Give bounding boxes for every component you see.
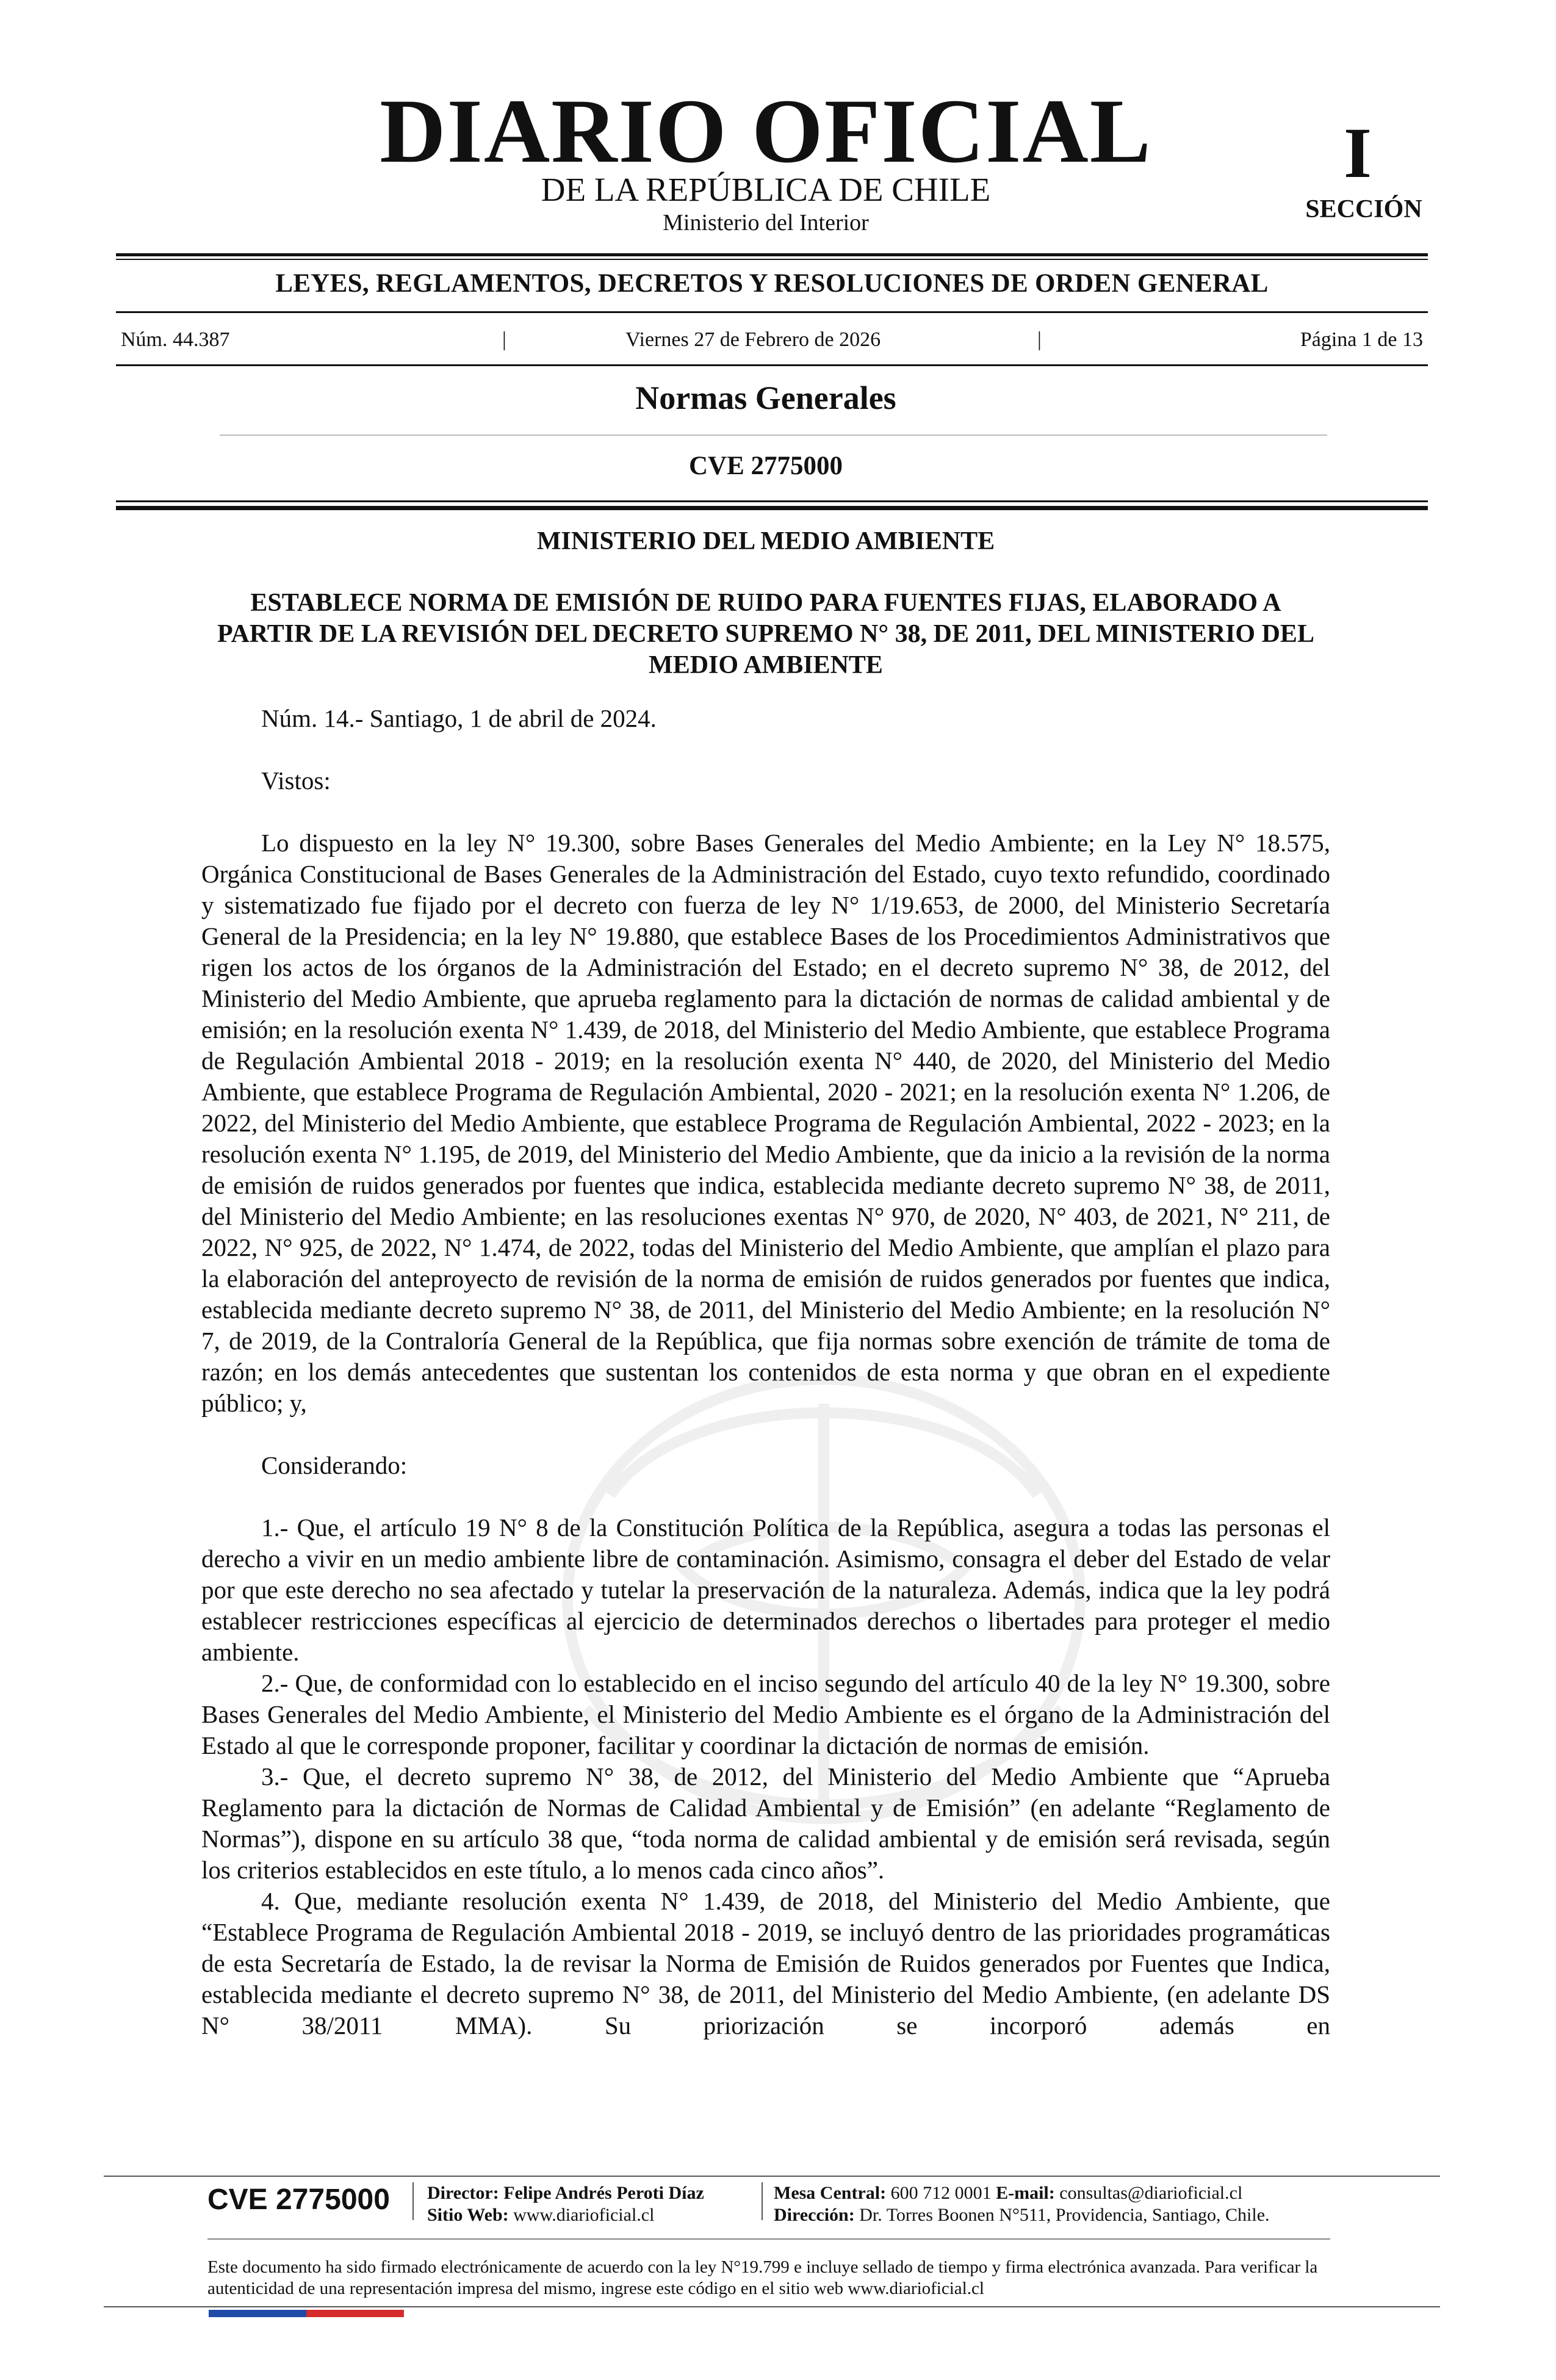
section-divider (220, 435, 1327, 436)
info-separator: | (502, 328, 506, 351)
footer-divider (412, 2182, 414, 2220)
footer-rule-bottom (104, 2306, 1440, 2307)
masthead-ministry: Ministerio del Interior (663, 210, 869, 236)
considerando-item: 4. Que, mediante resolución exenta N° 1.439, de 2018, del Ministerio del Medio Ambiente, que “Establece Programa de Regulación Ambiental 2018 - 2019, se incluyó dentro de las prioridades programáticas de esta Secretaría de Estado, la de revisar la Norma de Emisión de Ruidos generados por Fuentes que Indica, establecida mediante el decreto supremo N° 38, de 2011, del Ministerio del Medio Ambiente, (en adelante DS N° 38/2011 MMA). Su priorización se incorporó además en (201, 1887, 1330, 2039)
address-value: Dr. Torres Boonen N°511, Providencia, Santiago, Chile. (859, 2205, 1270, 2225)
decree-number-date: Núm. 14.- Santiago, 1 de abril de 2024. (261, 704, 657, 732)
phone-value: 600 712 0001 (890, 2183, 992, 2203)
web-link[interactable]: www.diarioficial.cl (513, 2205, 655, 2225)
address-label: Dirección: (774, 2205, 855, 2225)
footer-director-block (427, 2182, 769, 2226)
masthead-title: DIARIO OFICIAL (380, 81, 1152, 182)
masthead-rule-thick (116, 253, 1428, 256)
page-number: Página 1 de 13 (1300, 328, 1423, 351)
web-label: Sitio Web: (427, 2205, 509, 2225)
ministry-heading: MINISTERIO DEL MEDIO AMBIENTE (536, 527, 995, 555)
category-heading: LEYES, REGLAMENTOS, DECRETOS Y RESOLUCIONES DE ORDEN GENERAL (275, 269, 1269, 298)
issue-number: Núm. 44.387 (121, 328, 230, 351)
considerando-item: 3.- Que, el decreto supremo N° 38, de 2012, del Ministerio del Medio Ambiente que “Aprueba Reglamento para la dictación de Normas de Calidad Ambiental y de Emisión” (en adelante “Reglamento de Normas”), dispone en su artículo 38 que, “toda norma de calidad ambiental y de emisión será revisada, según los criterios establecidos en este título, a lo menos cada cinco años”. (201, 1762, 1330, 1884)
section-label: SECCIÓN (1305, 195, 1422, 223)
category-rule (116, 311, 1428, 313)
considerando-item: 2.- Que, de conformidad con lo establecido en el inciso segundo del artículo 40 de la ley N° 19.300, sobre Bases Generales del Medio Ambiente, el Ministerio del Medio Ambiente es el órgano de la Administración del Estado al que le corresponde proponer, facilitar y coordinar la dictación de normas de emisión. (201, 1669, 1330, 1759)
footer-contact-block (774, 2182, 1360, 2226)
masthead-rule-thin (116, 259, 1428, 260)
footer-divider (762, 2182, 763, 2220)
info-bar-rule (116, 364, 1428, 366)
cve-rule-thick (116, 506, 1428, 510)
flag-stripe-blue (209, 2310, 306, 2317)
section-number: I (1344, 113, 1372, 193)
director-label: Director: (427, 2183, 499, 2203)
issue-date: Viernes 27 de Febrero de 2026 (625, 328, 881, 351)
email-label: E-mail: (996, 2183, 1055, 2203)
footer-rule-top (104, 2176, 1440, 2177)
footer-cve: CVE 2775000 (207, 2183, 390, 2216)
cve-heading: CVE 2775000 (688, 452, 843, 480)
flag-stripe-red (306, 2310, 404, 2317)
vistos-text: Lo dispuesto en la ley N° 19.300, sobre Bases Generales del Medio Ambiente; en la Ley N° 18.575, Orgánica Constitucional de Bases Generales de la Administración del Estado, cuyo texto refundido, coordinado y sistematizado fue fijado por el decreto con fuerza de ley N° 1/19.653, de 2000, del Ministerio Secretaría General de la Presidencia; en la ley N° 19.880, que establece Bases de los Procedimientos Administrativos que rigen los actos de los órganos de la Administración del Estado; en el decreto supremo N° 38, de 2012, del Ministerio del Medio Ambiente, que aprueba reglamento para la dictación de normas de calidad ambiental y de emisión; en la resolución exenta N° 1.439, de 2018, del Ministerio del Medio Ambiente, que establece Programa de Regulación Ambiental 2018 - 2019; en la resolución exenta N° 440, de 2020, del Ministerio del Medio Ambiente, que establece Programa de Regulación Ambiental, 2020 - 2021; en la resolución exenta N° 1.206, de 2022, del Ministerio del Medio Ambiente, que establece Programa de Regulación Ambiental, 2022 - 2023; en la resolución exenta N° 1.195, de 2019, del Ministerio del Medio Ambiente, que da inicio a la revisión de la norma de emisión de ruidos generados por fuentes que indica, establecida mediante decreto supremo N° 38, de 2011, del Ministerio del Medio Ambiente; en las resoluciones exentas N° 970, de 2020, N° 403, de 2021, N° 211, de 2022, N° 925, de 2022, N° 1.474, de 2022, todas del Ministerio del Medio Ambiente, que amplían el plazo para la elaboración del anteproyecto de revisión de la norma de emisión de ruidos generados por fuentes que indica, establecida mediante decreto supremo N° 38, de 2011, del Ministerio del Medio Ambiente; en la resolución N° 7, de 2019, de la Contraloría General de la República, que fija normas sobre exención de trámite de toma de razón; en los demás antecedentes que sustentan los contenidos de esta norma y que obran en el expediente público; y, (201, 829, 1330, 1417)
footer-rule-mid (207, 2238, 1330, 2240)
considerando-item: 1.- Que, el artículo 19 N° 8 de la Constitución Política de la República, asegura a todas las personas el derecho a vivir en un medio ambiente libre de contaminación. Asimismo, consagra el deber del Estado de velar por que este derecho no sea afectado y tutelar la preservación de la naturaleza. Además, indica que la ley podrá establecer restricciones específicas al ejercicio de determinados derechos o libertades para proteger el medio ambiente. (201, 1513, 1330, 1666)
footer-signature-note: Este documento ha sido firmado electrónicamente de acuerdo con la ley N°19.799 e incluye sellado de tiempo y firma electrónica avanzada. Para verificar la autenticidad de una representación impresa del mismo, ingrese este código en el sitio web www.diarioficial.cl (207, 2257, 1318, 2298)
email-link[interactable]: consultas@diarioficial.cl (1059, 2183, 1243, 2203)
decree-title: ESTABLECE NORMA DE EMISIÓN DE RUIDO PARA FUENTES FIJAS, ELABORADO A PARTIR DE LA REVISIÓN DEL DECRETO SUPREMO N° 38, DE 2011, DEL MINISTERIO DEL MEDIO AMBIENTE (217, 589, 1314, 679)
cve-rule-thin (116, 500, 1428, 502)
section-heading: Normas Generales (635, 380, 896, 416)
decree-body (201, 703, 1330, 2041)
considerando-label: Considerando: (261, 1451, 408, 1479)
vistos-label: Vistos: (261, 766, 331, 795)
phone-label: Mesa Central: (774, 2183, 887, 2203)
masthead-subtitle: DE LA REPÚBLICA DE CHILE (541, 171, 991, 208)
director-name: Felipe Andrés Peroti Díaz (503, 2183, 704, 2203)
info-separator: | (1037, 328, 1042, 351)
